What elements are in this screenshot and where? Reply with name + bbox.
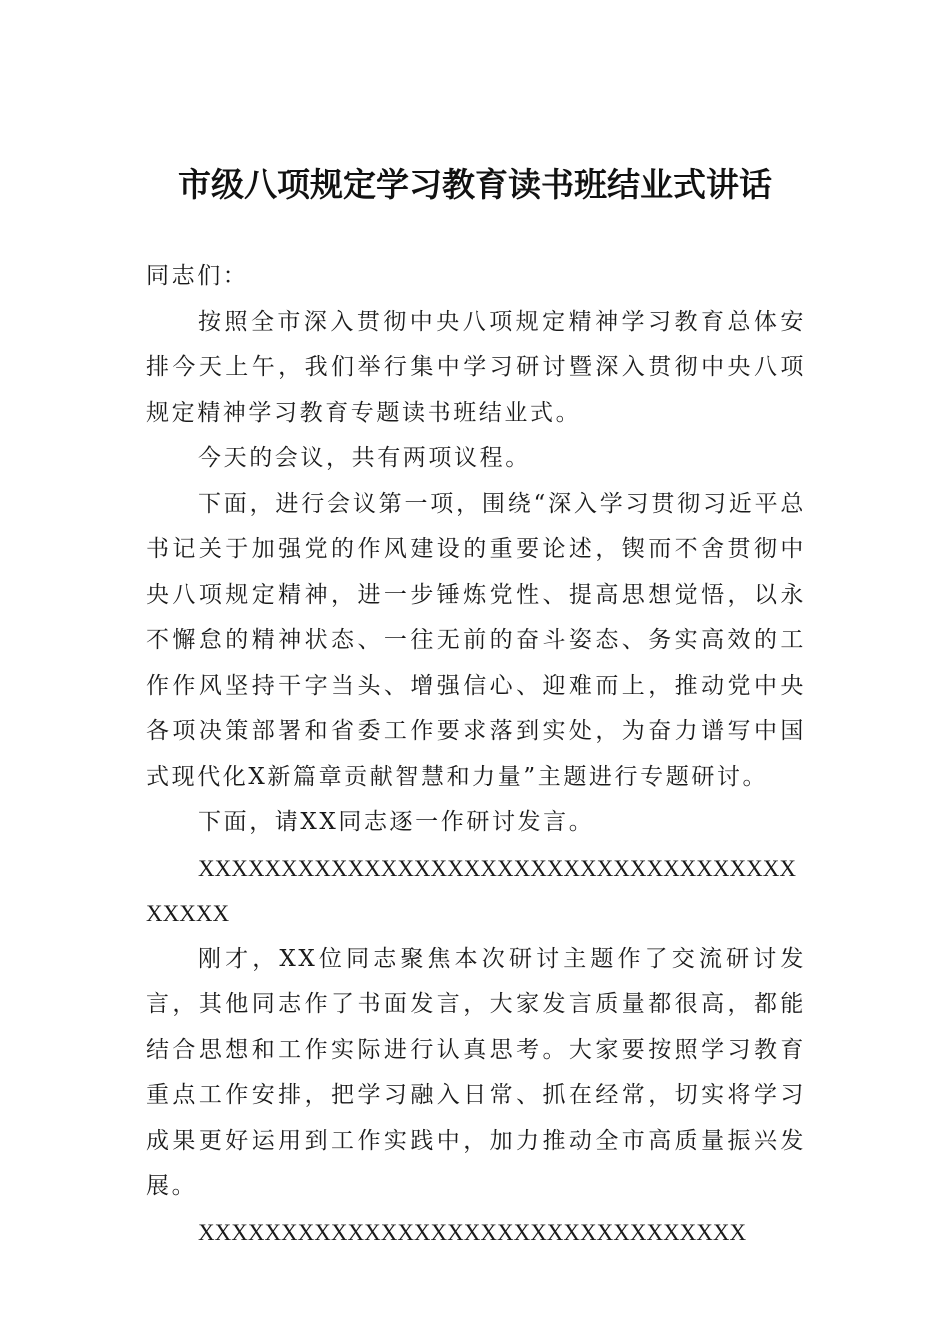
paragraph-first-item: 下面，进行会议第一项，围绕“深入学习贯彻习近平总书记关于加强党的作风建设的重要论述，锲而不舍贯彻中央八项规定精神，进一步锤炼党性、提高思想觉悟，以永不懈怠的精神状态、一往无前的奋斗姿态、务实高效的工作作风坚持干字当头、增强信心、迎难而上，推动党中央各项决策部署和省委工作要求落到实处，为奋力谱写中国式现代化X新篇章贡献智慧和力量”主题进行专题研讨。 — [146, 490, 806, 790]
paragraph-placeholder-2: XXXXXXXXXXXXXXXXXXXXXXXXXXXXXXXXX — [198, 1219, 747, 1245]
document-body — [146, 254, 806, 1255]
paragraph-summary: 刚才，XX位同志聚焦本次研讨主题作了交流研讨发言，其他同志作了书面发言，大家发言质量都很高，都能结合思想和工作实际进行认真思考。大家要按照学习教育重点工作安排，把学习融入日常、抓在经常，切实将学习成果更好运用到工作实践中，加力推动全市高质量振兴发展。 — [146, 945, 806, 1199]
greeting: 同志们： — [146, 263, 249, 289]
paragraph-agenda: 今天的会议，共有两项议程。 — [198, 445, 531, 471]
paragraph-speakers: 下面，请XX同志逐一作研讨发言。 — [198, 809, 595, 835]
paragraph-placeholder: XXXXXXXXXXXXXXXXXXXXXXXXXXXXXXXXXXXXXXXXX — [146, 855, 796, 926]
document-title: 市级八项规定学习教育读书班结业式讲话 — [178, 165, 772, 204]
paragraph-arrangement: 按照全市深入贯彻中央八项规定精神学习教育总体安排今天上午，我们举行集中学习研讨暨深入贯彻中央八项规定精神学习教育专题读书班结业式。 — [146, 308, 806, 426]
